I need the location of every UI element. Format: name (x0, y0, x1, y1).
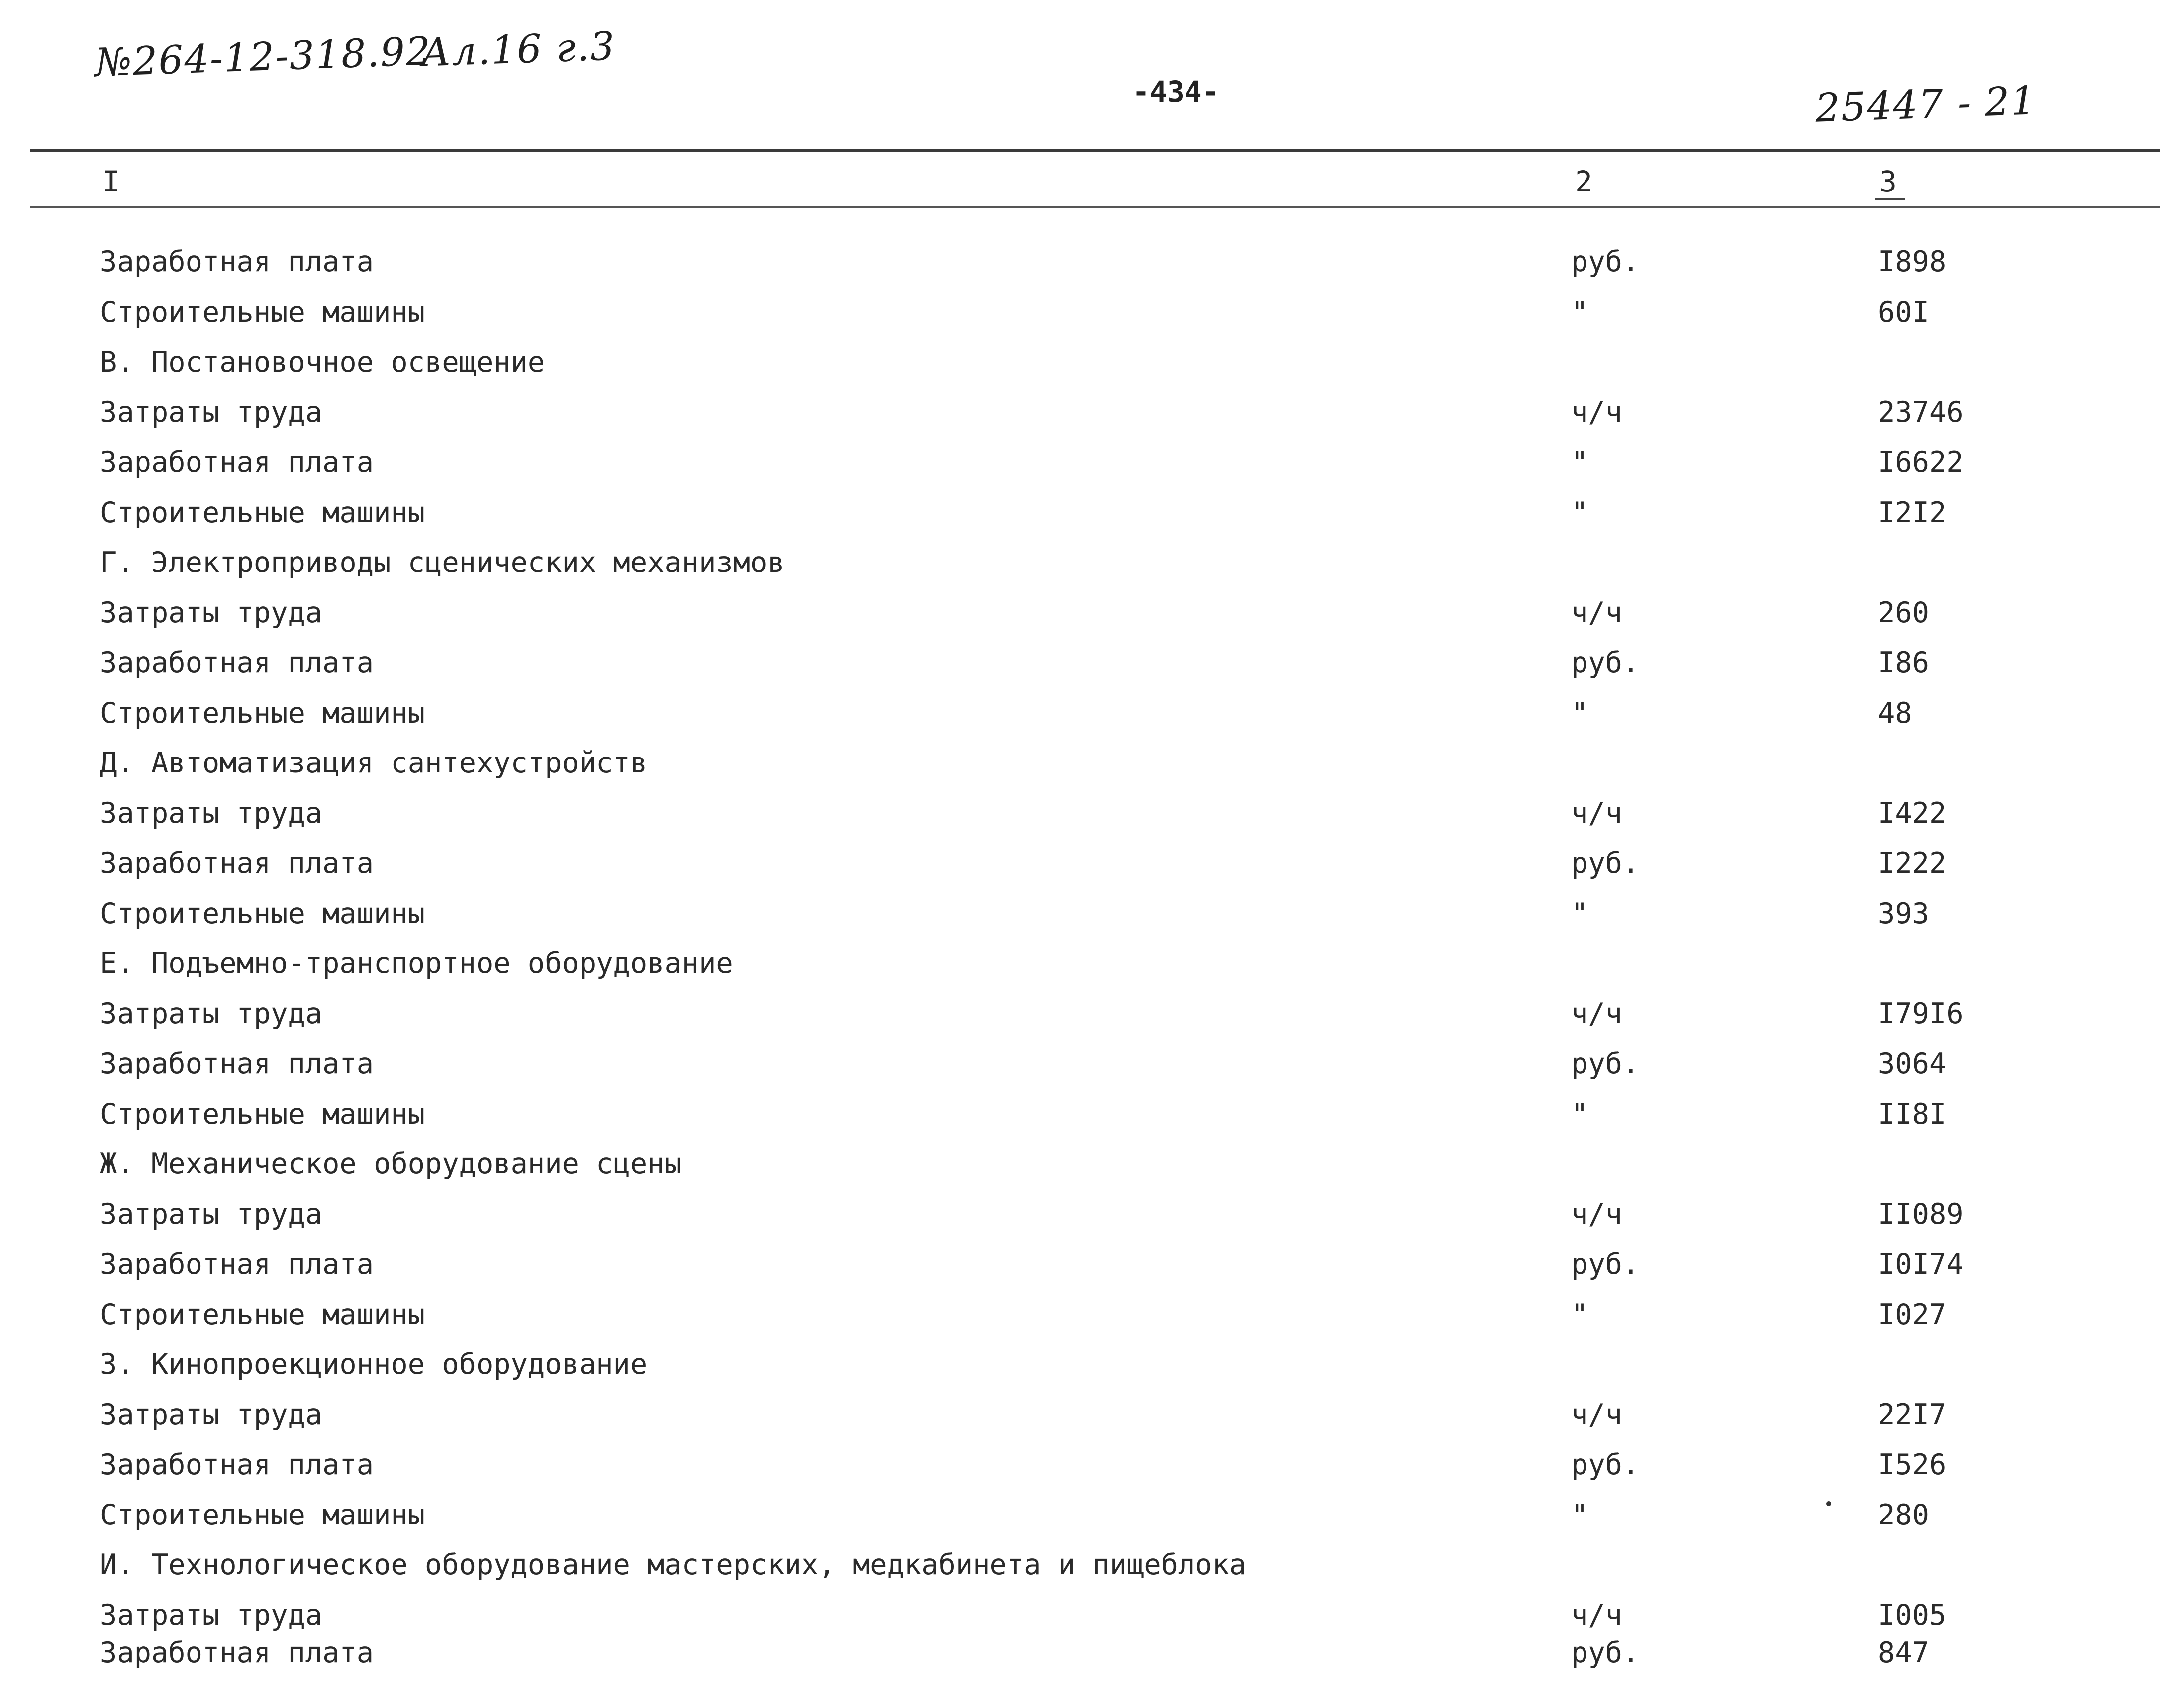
table-row (0, 788, 2180, 838)
row-value: 847 (1878, 1636, 1929, 1669)
row-unit: " (1571, 697, 1588, 730)
row-unit: ч/ч (1571, 797, 1622, 830)
row-name: Затраты труда (100, 396, 323, 429)
table-row (0, 488, 2180, 538)
row-name: Затраты труда (100, 1198, 323, 1231)
row-name: Д. Автоматизация сантехустройств (100, 747, 648, 779)
row-name: Затраты труда (100, 997, 323, 1030)
handwritten-code: 25447 - 21 (1814, 78, 2037, 131)
row-name: Строительные машины (100, 1098, 425, 1131)
row-name: Заработная плата (100, 1448, 374, 1481)
row-name: Затраты труда (100, 596, 323, 629)
row-name: Заработная плата (100, 1636, 374, 1669)
row-unit: " (1571, 1098, 1588, 1131)
table-row (0, 588, 2180, 638)
row-name: Затраты труда (100, 1398, 323, 1431)
row-value: I005 (1878, 1599, 1947, 1632)
row-unit: ч/ч (1571, 596, 1622, 629)
column-header-1: I (102, 165, 120, 198)
row-unit: руб. (1571, 1448, 1640, 1481)
section-heading-row (0, 939, 2180, 988)
row-value: 280 (1878, 1499, 1929, 1531)
row-unit: " (1571, 296, 1588, 329)
section-heading-row (0, 337, 2180, 387)
row-value: I79I6 (1878, 997, 1964, 1030)
table-row (0, 989, 2180, 1039)
row-name: Г. Электроприводы сценических механизмов (100, 546, 785, 579)
row-unit: ч/ч (1571, 396, 1622, 429)
handwritten-sheet-reference: Ал.16 г.3 (420, 24, 616, 76)
row-name: Заработная плата (100, 847, 374, 880)
section-heading-row (0, 1540, 2180, 1590)
row-value: I027 (1878, 1298, 1947, 1331)
row-name: Ж. Механическое оборудование сцены (100, 1147, 682, 1180)
table-row (0, 1239, 2180, 1289)
table-row (0, 889, 2180, 939)
row-name: Строительные машины (100, 1499, 425, 1531)
row-name: Строительные машины (100, 496, 425, 529)
row-name: Затраты труда (100, 1599, 323, 1632)
row-name: Е. Подъемно-транспортное оборудование (100, 947, 733, 980)
row-name: Заработная плата (100, 1248, 374, 1281)
row-unit: руб. (1571, 847, 1640, 880)
row-value: 23746 (1878, 396, 1964, 429)
row-unit: ч/ч (1571, 1198, 1622, 1231)
table-row (0, 838, 2180, 888)
row-value: I2I2 (1878, 496, 1947, 529)
row-value: I86 (1878, 646, 1929, 679)
row-value: 48 (1878, 697, 1912, 730)
row-value: I6622 (1878, 446, 1964, 479)
row-name: Заработная плата (100, 1047, 374, 1080)
row-name: Строительные машины (100, 697, 425, 730)
row-unit: ч/ч (1571, 1599, 1622, 1632)
table-row (0, 1290, 2180, 1339)
row-value: 3064 (1878, 1047, 1947, 1080)
row-unit: " (1571, 1298, 1588, 1331)
row-name: Заработная плата (100, 446, 374, 479)
row-unit: " (1571, 496, 1588, 529)
row-unit: руб. (1571, 1636, 1640, 1669)
row-unit: руб. (1571, 1248, 1640, 1281)
row-unit: руб. (1571, 646, 1640, 679)
table-row (0, 638, 2180, 688)
row-unit: ч/ч (1571, 1398, 1622, 1431)
handwritten-document-number: №264-12-318.92 (94, 29, 432, 86)
row-name: Строительные машины (100, 897, 425, 930)
row-value: I898 (1878, 245, 1947, 278)
section-heading-row (0, 1339, 2180, 1389)
table-row (0, 1189, 2180, 1239)
row-unit: ч/ч (1571, 997, 1622, 1030)
row-value: 260 (1878, 596, 1929, 629)
row-name: Строительные машины (100, 1298, 425, 1331)
row-name: З. Кинопроекционное оборудование (100, 1348, 648, 1381)
row-unit: руб. (1571, 1047, 1640, 1080)
row-name: В. Постановочное освещение (100, 346, 545, 379)
table-row (0, 387, 2180, 437)
table-row (0, 1490, 2180, 1540)
section-heading-row (0, 1139, 2180, 1189)
table-row (0, 1039, 2180, 1089)
row-value: I526 (1878, 1448, 1947, 1481)
row-value: 22I7 (1878, 1398, 1947, 1431)
top-rule (30, 149, 2160, 152)
row-unit: " (1571, 446, 1588, 479)
row-value: II089 (1878, 1198, 1964, 1231)
section-heading-row (0, 738, 2180, 788)
row-value: I0I74 (1878, 1248, 1964, 1281)
table-row (0, 1440, 2180, 1490)
row-name: Затраты труда (100, 797, 323, 830)
table-row (0, 1089, 2180, 1139)
table-row (0, 688, 2180, 738)
row-value: 60I (1878, 296, 1929, 329)
table-row (0, 237, 2180, 287)
row-name: Заработная плата (100, 646, 374, 679)
column-header-3: 3 (1879, 165, 1897, 198)
table-row (0, 1390, 2180, 1440)
table-row (0, 287, 2180, 337)
row-value: I222 (1878, 847, 1947, 880)
row-value: II8I (1878, 1098, 1947, 1131)
section-heading-row (0, 538, 2180, 587)
row-name: И. Технологическое оборудование мастерских, медкабинета и пищеблока (100, 1548, 1247, 1581)
row-unit: " (1571, 1499, 1588, 1531)
column-header-2: 2 (1575, 165, 1592, 198)
row-value: 393 (1878, 897, 1929, 930)
row-name: Строительные машины (100, 296, 425, 329)
row-name: Заработная плата (100, 245, 374, 278)
table-row (0, 1628, 2180, 1678)
column-header-3-underline (1875, 198, 1905, 200)
row-unit: руб. (1571, 245, 1640, 278)
ink-speck (1826, 1501, 1831, 1506)
header-rule (30, 206, 2160, 208)
table-row (0, 437, 2180, 487)
row-unit: " (1571, 897, 1588, 930)
page-number: -434- (1132, 75, 1219, 109)
row-value: I422 (1878, 797, 1947, 830)
